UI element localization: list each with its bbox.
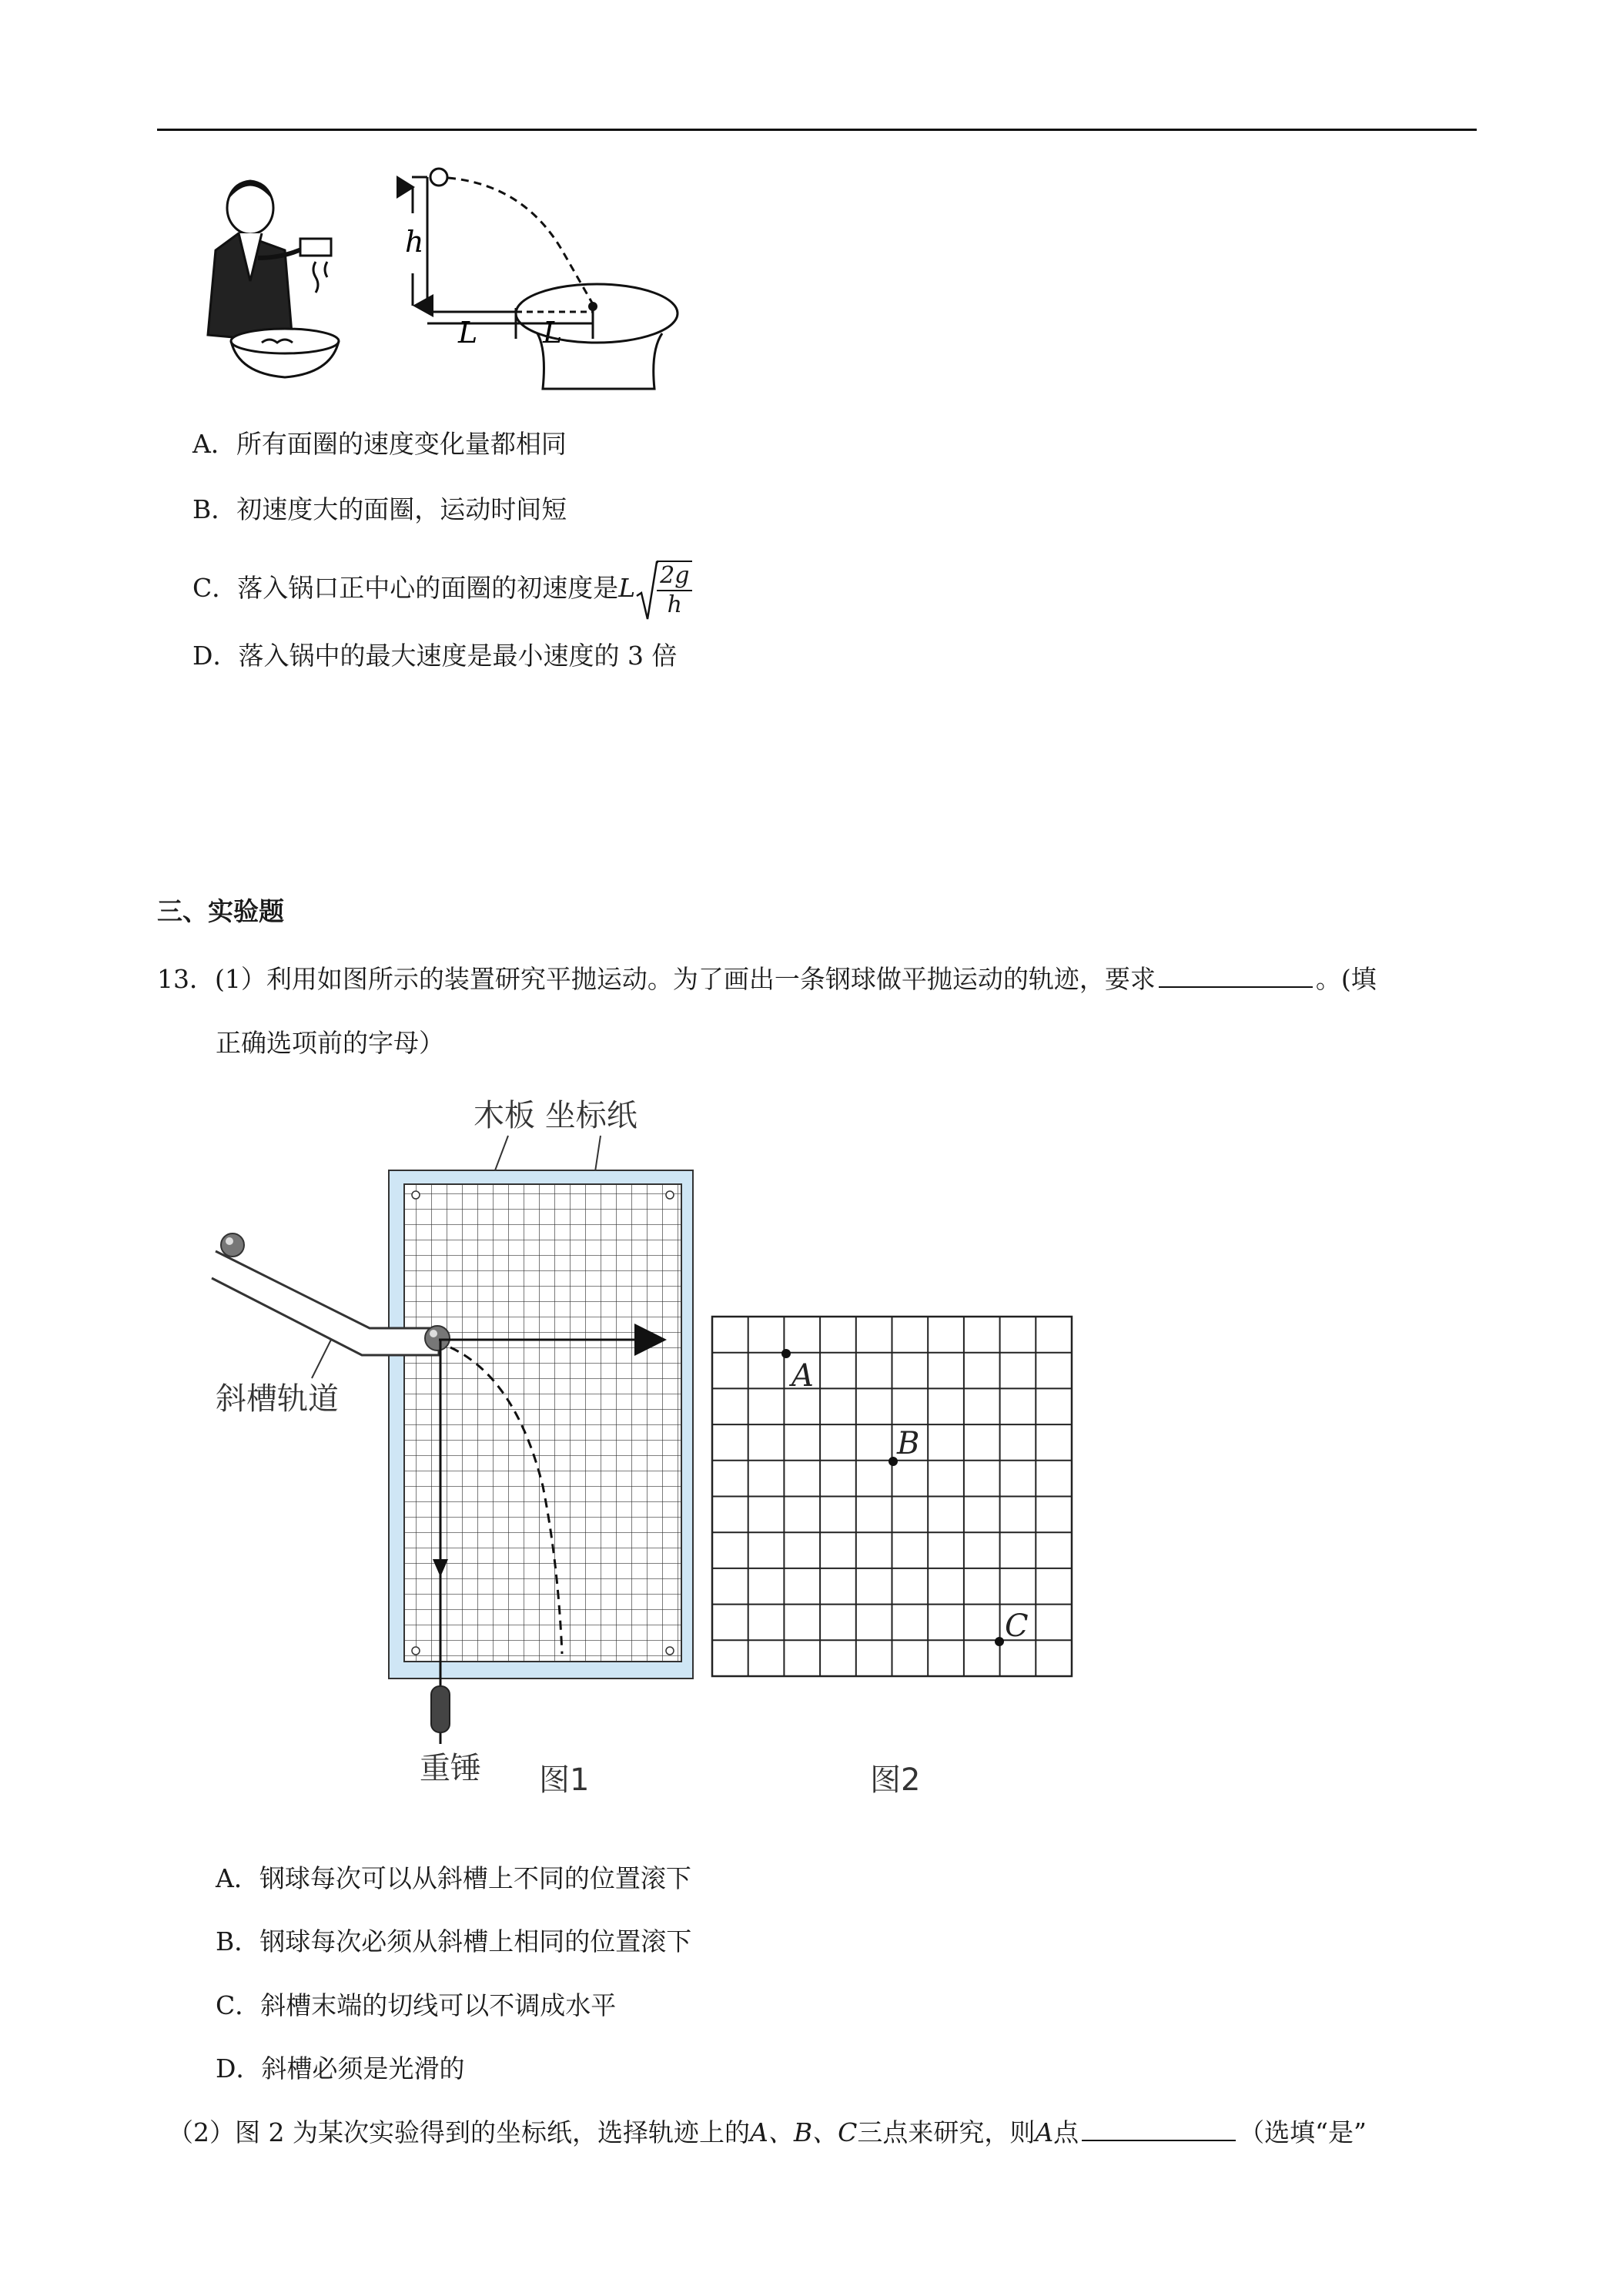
coordinate-grid [712, 1317, 1072, 1676]
q13-part2-text-3: 点 [1053, 2117, 1079, 2147]
q13-stem-tail: 。(填 [1315, 964, 1377, 994]
board-label: 木板 坐标纸 [474, 1098, 637, 1133]
noodle-throw-figure [192, 166, 731, 397]
sqrt-expression [635, 561, 692, 619]
apparatus-figure [200, 1086, 1109, 1802]
cook-illustration [208, 181, 339, 377]
q12-option-c-text: C．落入锅口正中心的面圈的初速度是 [192, 573, 619, 603]
point-c-label: C [1005, 1608, 1029, 1644]
fraction-denominator: h [667, 591, 682, 618]
q13-part2-points: A、B、C [749, 2117, 858, 2147]
height-label: h [405, 225, 424, 259]
q13-stem-line2: 正确选项前的字母） [216, 1028, 444, 1058]
section-title: 三、实验题 [157, 896, 284, 926]
steel-ball [425, 1326, 450, 1350]
fraction-numerator: 2g [657, 562, 692, 591]
weight-label: 重锤 [420, 1751, 481, 1786]
q12-option-a: A．所有面圈的速度变化量都相同 [192, 429, 567, 459]
q12-option-d: D．落入锅中的最大速度是最小速度的 3 倍 [192, 641, 678, 671]
q13-part2-point: A [1035, 2117, 1054, 2147]
distance-label-2: L [543, 316, 563, 350]
chute-label: 斜槽轨道 [216, 1381, 339, 1417]
q13-stem-line1 [157, 962, 1377, 996]
fig1-caption: 图1 [539, 1762, 590, 1798]
point-c-marker [995, 1637, 1004, 1646]
point-b-label: B [897, 1426, 920, 1461]
q12-option-c-l: L [618, 573, 636, 603]
q13-part2 [168, 2116, 1367, 2150]
q13-option-d: D．斜槽必须是光滑的 [216, 2053, 465, 2083]
q12-option-c [192, 561, 692, 619]
answer-blank-2[interactable] [1082, 2117, 1236, 2141]
q13-stem-text: 13．(1）利用如图所示的装置研究平抛运动。为了画出一条钢球做平抛运动的轨迹，要求 [157, 964, 1156, 994]
q12-option-b: B．初速度大的面圈，运动时间短 [192, 494, 567, 524]
q13-option-c: C．斜槽末端的切线可以不调成水平 [216, 1990, 617, 2020]
fig2-caption: 图2 [870, 1762, 921, 1798]
q13-option-b: B．钢球每次必须从斜槽上相同的位置滚下 [216, 1926, 692, 1956]
q13-part2-text-2: 三点来研究，则 [857, 2117, 1036, 2147]
point-a-marker [781, 1349, 791, 1358]
q13-part2-text-4: （选填“是” [1239, 2117, 1367, 2147]
q13-part2-text: （2）图 2 为某次实验得到的坐标纸，选择轨迹上的 [168, 2117, 750, 2147]
header-rule [157, 129, 1477, 131]
answer-blank-1[interactable] [1159, 963, 1313, 988]
point-a-label: A [791, 1358, 814, 1394]
q13-option-a: A．钢球每次可以从斜槽上不同的位置滚下 [216, 1863, 691, 1893]
trajectory-diagram [405, 169, 678, 389]
distance-label-1: L [458, 316, 478, 350]
plumb-weight [431, 1686, 450, 1732]
